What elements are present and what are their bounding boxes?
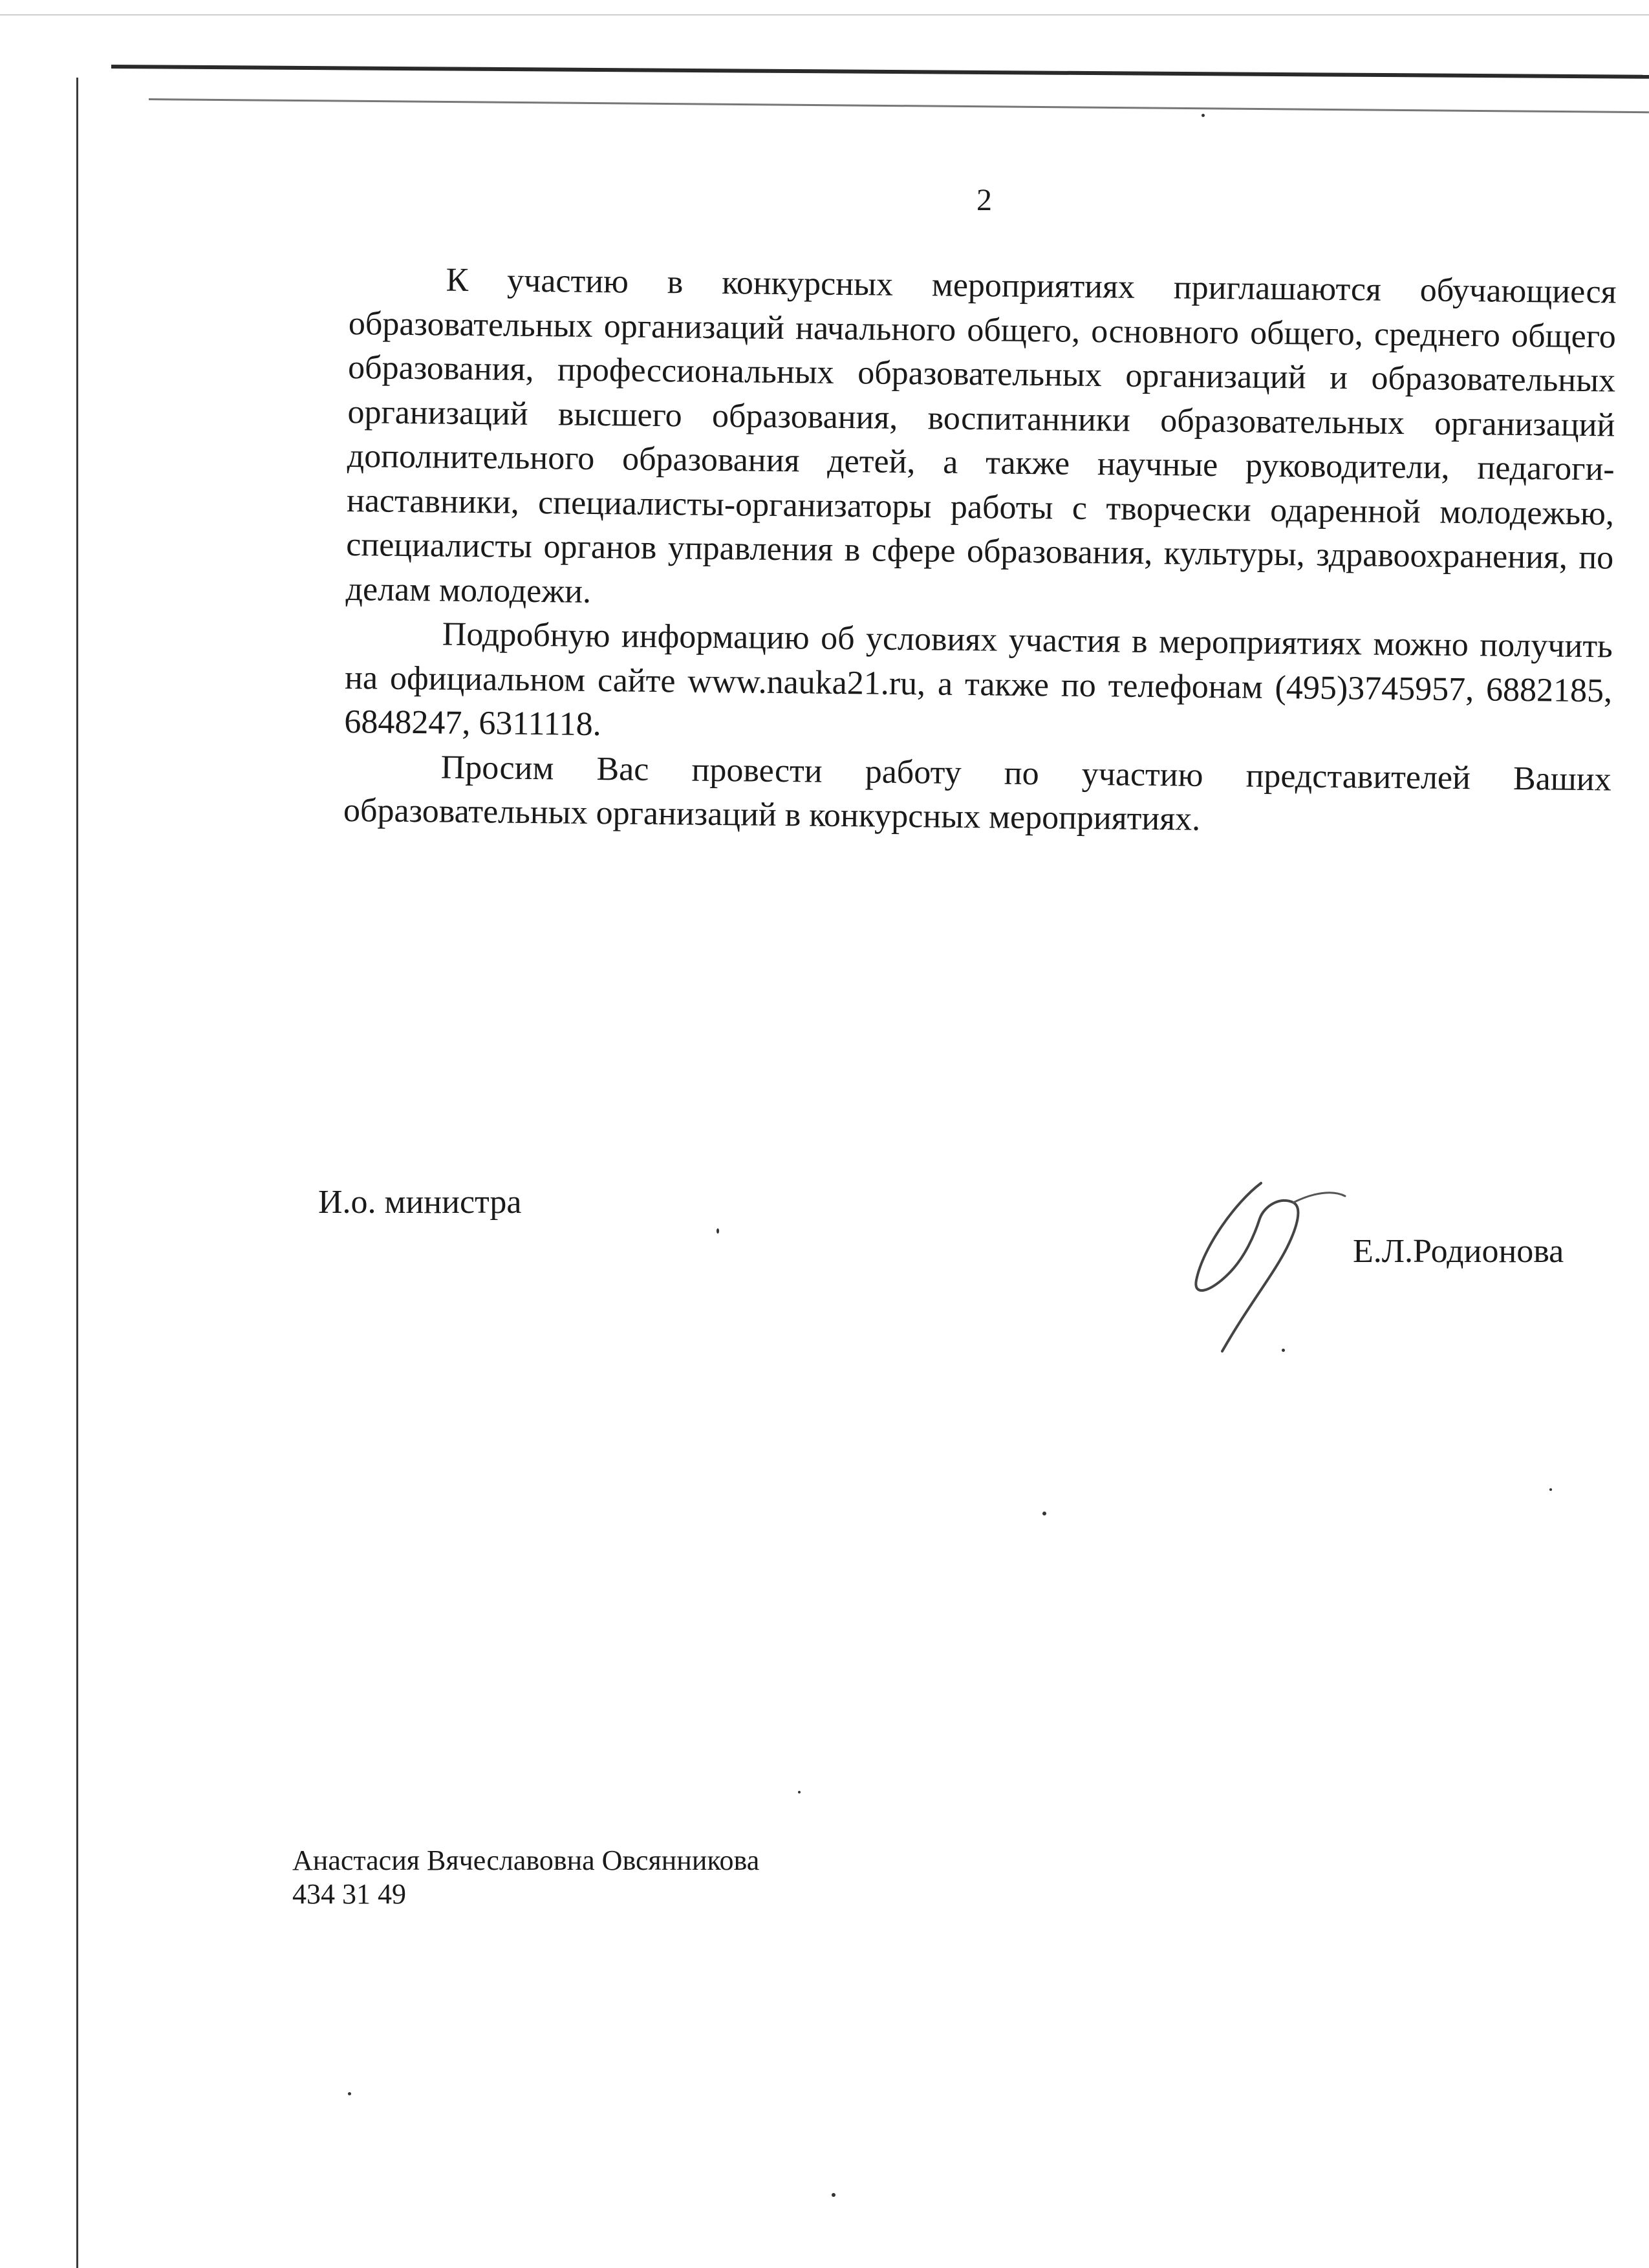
signer-title: И.о. министра [318,1184,522,1221]
scan-left-edge [76,78,78,2268]
scan-speck [832,2193,835,2197]
scan-speck [798,1791,801,1793]
scan-speck [1549,1488,1552,1491]
scan-speck [348,2092,351,2095]
scan-speck [717,1228,719,1234]
page-number: 2 [976,183,992,217]
letter-body [343,257,1617,846]
scan-top-rule-thin [149,98,1649,113]
scan-speck [1202,114,1205,117]
scan-top-rule [111,65,1649,79]
contact-phone: 434 31 49 [292,1878,406,1910]
signer-name: Е.Л.Родионова [1353,1233,1564,1270]
scan-speck [1042,1512,1046,1515]
paragraph-information: Подробную информацию об условиях участия в мероприятиях можно получить на официальном сайте www.nauka21.ru, а также по телефонам (495)3745957, 6882185, 6848247, 6311118. [344,615,1613,744]
scan-speck [1282,1349,1285,1352]
contact-name: Анастасия Вячеславовна Овсянникова [292,1845,760,1876]
scan-top-edge [0,14,1649,16]
paragraph-participants: К участию в конкурсных мероприятиях приглашаются обучающиеся образовательных организаций начального общего, основного общего, среднего общего образования, профессиональных образовательных организаций и образовательных организаций высшего образования, воспитанники образовательных организаций дополнительного образования детей, а также научные руководители, педагоги-наставники, специалисты-организаторы работы с творчески одаренной молодежью, специалисты органов управления в сфере образования, культуры, здравоохранения, по делам молодежи. [345,261,1617,610]
handwritten-signature [1183,1157,1377,1371]
paragraph-request: Просим Вас провести работу по участию представителей Ваших образовательных организаций в конкурсных мероприятиях. [343,749,1611,838]
